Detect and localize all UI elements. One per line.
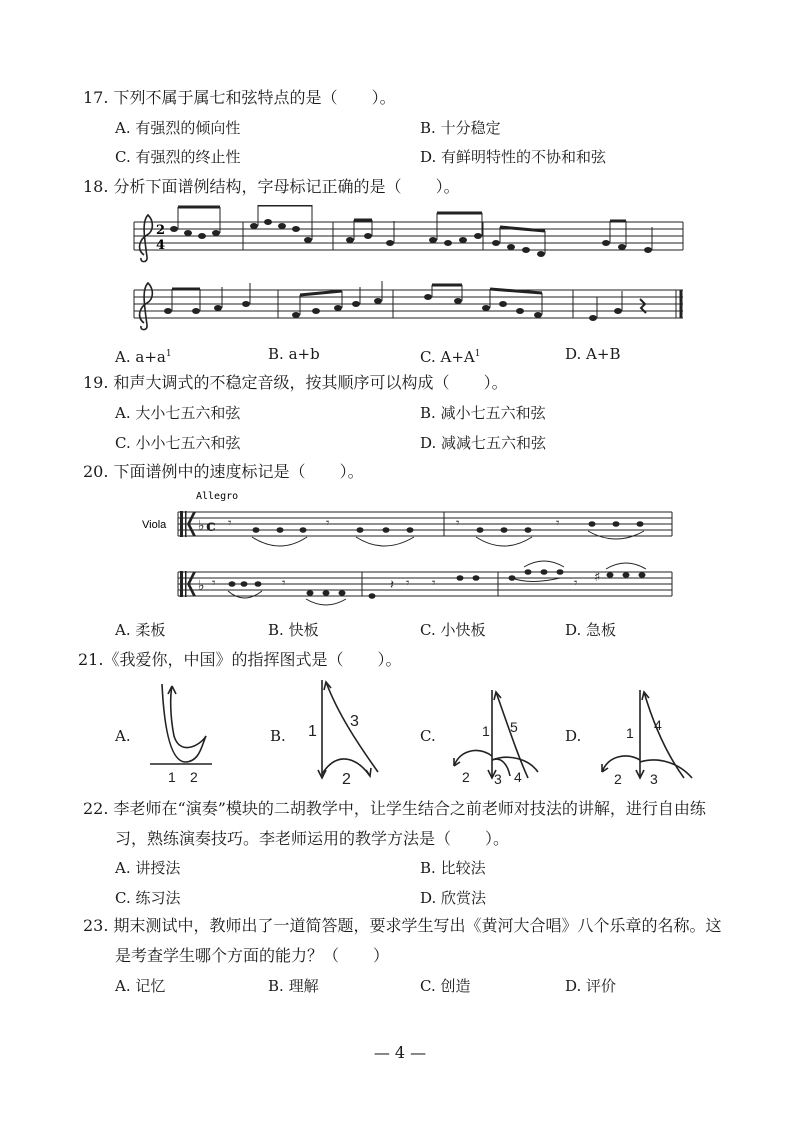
conducting-pattern-d[interactable] xyxy=(596,686,706,790)
score-example-q18 xyxy=(128,205,688,335)
time-signature-bottom: 4 xyxy=(156,238,166,253)
option-c[interactable]: C. 创造 xyxy=(420,977,471,995)
question-20-stem: 20. 下面谱例中的速度标记是（ ）。 xyxy=(83,462,364,481)
svg-text:1: 1 xyxy=(308,723,317,740)
option-a[interactable]: A. 有强烈的倾向性 xyxy=(115,119,241,137)
svg-text:𝄾: 𝄾 xyxy=(432,576,436,591)
svg-text:𝄾: 𝄾 xyxy=(228,516,232,531)
svg-text:𝄾: 𝄾 xyxy=(406,576,410,591)
tempo-marking: Allegro xyxy=(196,491,239,502)
question-19-stem: 19. 和声大调式的不稳定音级，按其顺序可以构成（ ）。 xyxy=(83,373,508,392)
svg-text:4: 4 xyxy=(514,769,522,785)
svg-text:3: 3 xyxy=(650,771,658,786)
option-c[interactable]: C. $A+A^1$ xyxy=(420,348,481,366)
svg-text:4: 4 xyxy=(654,717,662,733)
question-21-stem: 21.《我爱你，中国》的指挥图式是（ ）。 xyxy=(78,650,402,669)
question-number: 18. xyxy=(83,177,109,196)
option-a[interactable]: A. $a+a^1$ xyxy=(115,348,172,366)
option-a[interactable]: A. 记忆 xyxy=(115,977,166,995)
svg-text:𝄾: 𝄾 xyxy=(556,516,560,531)
option-a[interactable]: A. 讲授法 xyxy=(115,859,181,877)
option-b[interactable]: B. 比较法 xyxy=(420,859,486,877)
svg-text:𝄽: 𝄽 xyxy=(390,578,394,593)
option-d[interactable]: D. 有鲜明特性的不协和和弦 xyxy=(420,148,607,166)
question-number: 17. xyxy=(83,88,109,107)
option-c-label[interactable]: C. xyxy=(420,727,436,745)
time-signature-top: 2 xyxy=(156,223,166,238)
option-d[interactable]: D. 评价 xyxy=(565,977,617,995)
svg-text:𝄾: 𝄾 xyxy=(574,576,578,591)
option-c[interactable]: C. 小快板 xyxy=(420,621,486,639)
conducting-pattern-c[interactable] xyxy=(448,686,558,790)
svg-text:c: c xyxy=(206,516,216,535)
option-d[interactable]: D. A+B xyxy=(565,345,621,363)
notes-viola xyxy=(229,521,646,599)
question-23-stem-continued: 是考查学生哪个方面的能力？（ ） xyxy=(115,946,390,965)
option-b[interactable]: B. a+b xyxy=(268,345,320,363)
svg-text:1: 1 xyxy=(168,769,176,785)
question-18-stem: 18. 分析下面谱例结构，字母标记正确的是（ ）。 xyxy=(83,177,460,196)
svg-text:2: 2 xyxy=(462,769,470,785)
option-c[interactable]: C. 小小七五六和弦 xyxy=(115,434,241,452)
instrument-label: Viola xyxy=(142,519,167,531)
svg-text:𝄾: 𝄾 xyxy=(212,576,216,591)
question-number: 20. xyxy=(83,462,109,481)
option-c[interactable]: C. 练习法 xyxy=(115,889,181,907)
question-22-stem: 22. 李老师在“演奏”模块的二胡教学中，让学生结合之前老师对技法的讲解，进行自由练 xyxy=(83,799,706,818)
conducting-pattern-b[interactable] xyxy=(298,674,388,793)
svg-text:3: 3 xyxy=(350,713,359,730)
svg-text:♭: ♭ xyxy=(198,578,205,594)
question-23-stem: 23. 期末测试中，教师出了一道简答题，要求学生写出《黄河大合唱》八个乐章的名称。这 xyxy=(83,916,722,935)
option-b[interactable]: B. 减小七五六和弦 xyxy=(420,404,546,422)
svg-text:𝄾: 𝄾 xyxy=(326,516,330,531)
score-example-q20 xyxy=(140,487,680,612)
option-b[interactable]: B. 十分稳定 xyxy=(420,119,501,137)
option-d[interactable]: D. 减减七五六和弦 xyxy=(420,434,547,452)
question-number: 19. xyxy=(83,373,109,392)
option-b[interactable]: B. 快板 xyxy=(268,621,319,639)
option-c[interactable]: C. 有强烈的终止性 xyxy=(115,148,241,166)
option-b[interactable]: B. 理解 xyxy=(268,977,319,995)
option-a[interactable]: A. 大小七五六和弦 xyxy=(115,404,241,422)
svg-text:2: 2 xyxy=(614,771,622,786)
svg-text:2: 2 xyxy=(190,769,198,785)
svg-text:1: 1 xyxy=(626,725,634,741)
svg-text:𝄾: 𝄾 xyxy=(456,516,460,531)
svg-text:1: 1 xyxy=(482,723,490,739)
option-b-label[interactable]: B. xyxy=(270,727,286,745)
option-d[interactable]: D. 欣赏法 xyxy=(420,889,487,907)
question-17-stem: 17. 下列不属于属七和弦特点的是（ ）。 xyxy=(83,88,396,107)
option-a-label[interactable]: A. xyxy=(115,727,131,745)
svg-text:5: 5 xyxy=(510,719,518,735)
option-d-label[interactable]: D. xyxy=(565,727,582,745)
page-number: — 4 — xyxy=(373,1043,427,1062)
question-number: 21. xyxy=(78,650,104,669)
svg-text:3: 3 xyxy=(494,771,502,786)
notes-line-1 xyxy=(170,219,652,257)
svg-text:𝄾: 𝄾 xyxy=(282,576,286,591)
svg-text:♭: ♭ xyxy=(198,518,205,534)
question-22-stem-continued: 习，熟练演奏技巧。李老师运用的教学方法是（ ）。 xyxy=(115,829,510,848)
option-d[interactable]: D. 急板 xyxy=(565,621,617,639)
svg-text:♯: ♯ xyxy=(594,570,601,585)
option-a[interactable]: A. 柔板 xyxy=(115,621,166,639)
question-number: 23. xyxy=(83,916,109,935)
treble-clef-icon xyxy=(140,215,153,330)
svg-text:2: 2 xyxy=(342,771,351,788)
question-number: 22. xyxy=(83,799,109,818)
conducting-pattern-a[interactable] xyxy=(140,676,220,795)
